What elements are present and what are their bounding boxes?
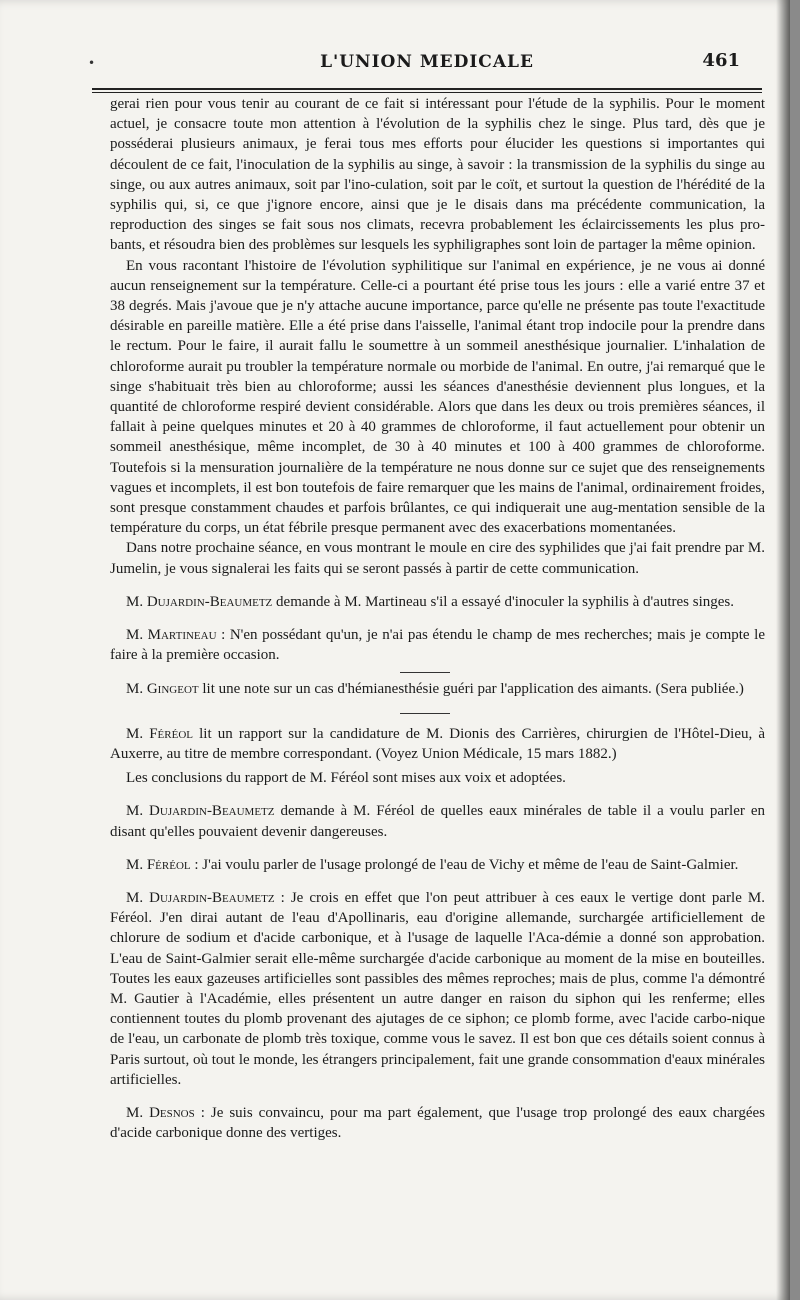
speaker-name: M. Dujardin-Beaumetz: [126, 889, 275, 906]
page-number: 461: [702, 50, 740, 71]
page-header: [88, 48, 762, 74]
speaker-text: Les conclusions du rapport de M. Féréol sont mises aux voix et adoptées.: [126, 770, 566, 787]
speaker-text: : Je suis convaincu, pour ma part également, que l'usage trop prolongé des eaux chargées d'acide carbonique donne des vertiges.: [110, 1104, 765, 1142]
paragraph: gerai rien pour vous tenir au courant de ce fait si intéressant pour l'étude de la syphilis. Pour le moment actuel, je consacre toute mon attention à l'évolution de la syphilis chez le singe. Plus tard, dès que je posséderai plusieurs animaux, je ferai tous mes efforts pour élucider les questions si importantes qui découlent de ce fait, l'inoculation de la syphilis au singe, à savoir : la transmission de la syphilis du singe au singe, ou aux autres animaux, soit par l'ino-culation, soit par le coït, et surtout la question de l'hérédité de la syphilis qui, si, ce que j'ignore encore, ainsi que je le disais dans ma précédente communication, la reproduction des singes se fait sous nos climats, recevra probablement les éclaircissements les plus pro-bants, et résoudra bien des problèmes sur lesquels les syphiligraphes sont loin de partager la même opinion.: [110, 96, 765, 254]
speaker-name: M. Dujardin-Beaumetz: [126, 803, 275, 820]
speaker-text: demande à M. Martineau s'il a essayé d'inoculer la syphilis à d'autres singes.: [272, 593, 735, 610]
speaker-name: M. Féréol: [126, 856, 191, 873]
bullet-mark: •: [88, 56, 96, 70]
exchange-paragraph: [110, 855, 765, 875]
speaker-name: M. Desnos: [126, 1104, 195, 1121]
exchange-paragraph: [110, 724, 765, 764]
exchange-paragraph: [110, 1103, 765, 1143]
speaker-text: : Je crois en effet que l'on peut attribuer à ces eaux le vertige dont parle M. Féréol. J'en dirai autant de l'eau d'Apollinaris, eau d'origine allemande, surchargée artificiellement de chlorure de sodium et d'acide carbonique, et à l'usage de laquelle l'Aca-démie a donné son approbation. L'eau de Saint-Galmier serait elle-même surchargée d'acide carbonique au moment de la mise en bouteilles. Toutes les eaux gazeuses artificielles sont passibles des mêmes reproches; mais de plus, comme l'a démontré M. Gautier à l'Académie, elles présentent un autre danger en raison du siphon qui les renferme; elles contiennent toutes du plomb provenant des ajutages de ce siphon; ce plomb forme, avec l'acide carbo-nique de l'eau, un carbonate de plomb très toxique, comme vous le savez. Il est bon que ces détails soient connus à Paris surtout, où tout le monde, les étrangers principalement, fait une grande consommation d'eaux minérales artificielles.: [110, 889, 766, 1088]
speaker-text: demande à M. Féréol de quelles eaux minérales de table il a voulu parler en disant qu'elles pouvaient devenir dangereuses.: [110, 803, 765, 840]
section-separator: [110, 665, 765, 679]
exchange-paragraph: [110, 625, 765, 665]
exchange-paragraph: [110, 592, 765, 612]
speaker-name: M. Gingeot: [126, 681, 199, 698]
speaker-text: : N'en possédant qu'un, je n'ai pas étendu le champ de mes recherches; mais je compte le faire à la première occasion.: [110, 627, 765, 664]
speaker-name: M. Martineau: [126, 627, 217, 644]
speaker-text: : J'ai voulu parler de l'usage prolongé de l'eau de Vichy et même de l'eau de Saint-Galmier.: [190, 856, 739, 873]
exchange-paragraph: [110, 888, 765, 1090]
running-title: L'UNION MEDICALE: [320, 52, 534, 72]
speaker-text: lit un rapport sur la candidature de M. Dionis des Carrières, chirurgien de l'Hôtel-Dieu, à Auxerre, au titre de membre correspondant. (Voyez Union Médicale, 15 mars 1882.): [110, 725, 765, 762]
paragraph: En vous racontant l'histoire de l'évolution syphilitique sur l'animal en expérience, je ne vous ai donné aucun renseignement sur la température. Celle-ci a pourtant été prise tous les jours : elle a varié entre 37 et 38 degrés. Mais j'avoue que je n'y attache aucune importance, parce qu'elle ne présente pas toute l'exactitude désirable en pareille matière. Elle a été prise dans l'aisselle, l'animal étant trop indocile pour la prendre dans le rectum. Pour le faire, il aurait fallu le soumettre à un sommeil anesthésique journalier. L'inhalation de chloroforme aurait pu troubler la température normale ou morbide de l'animal. En outre, j'ai remarqué que le singe s'habituait très bien au chloroforme; aussi les séances d'anesthésie deviennent plus longues, et la quantité de chloroforme respiré devient considérable. Alors que dans les deux ou trois premières séances, il fallait à peine quelques minutes et 20 à 40 grammes de chloroforme, il faut actuellement pour obtenir un sommeil anesthésique, même incomplet, de 30 à 40 minutes et 100 à 400 grammes de chloroforme. Toutefois si la mensuration journalière de la température ne nous donne sur ce sujet que des renseignements vagues et incomplets, il est bon toutefois de faire remarquer que les mains de l'animal, ordinairement froides, sont presque constamment chaudes et parfois brûlantes, ce qui indiquerait une aug-mentation sensible de la température du corps, un état fébrile presque permanent avec des exacerbations momentanées.: [110, 257, 765, 537]
header-rule: [92, 88, 762, 90]
section-separator: [110, 706, 765, 720]
speaker-name: M. Dujardin-Beaumetz: [126, 593, 273, 610]
speaker-name: M. Féréol: [126, 725, 193, 742]
article-body: [110, 94, 765, 1143]
exchange-paragraph: [110, 679, 765, 699]
exchange-paragraph: [110, 801, 765, 841]
speaker-text: lit une note sur un cas d'hémianesthésie guéri par l'application des aimants. (Sera publiée.): [198, 681, 744, 698]
paragraph: Dans notre prochaine séance, en vous montrant le moule en cire des syphilides que j'ai fait prendre par M. Jumelin, je vous signalerai les faits qui se seront passés à partir de cette communication.: [110, 540, 765, 577]
exchange-paragraph: [110, 768, 765, 788]
